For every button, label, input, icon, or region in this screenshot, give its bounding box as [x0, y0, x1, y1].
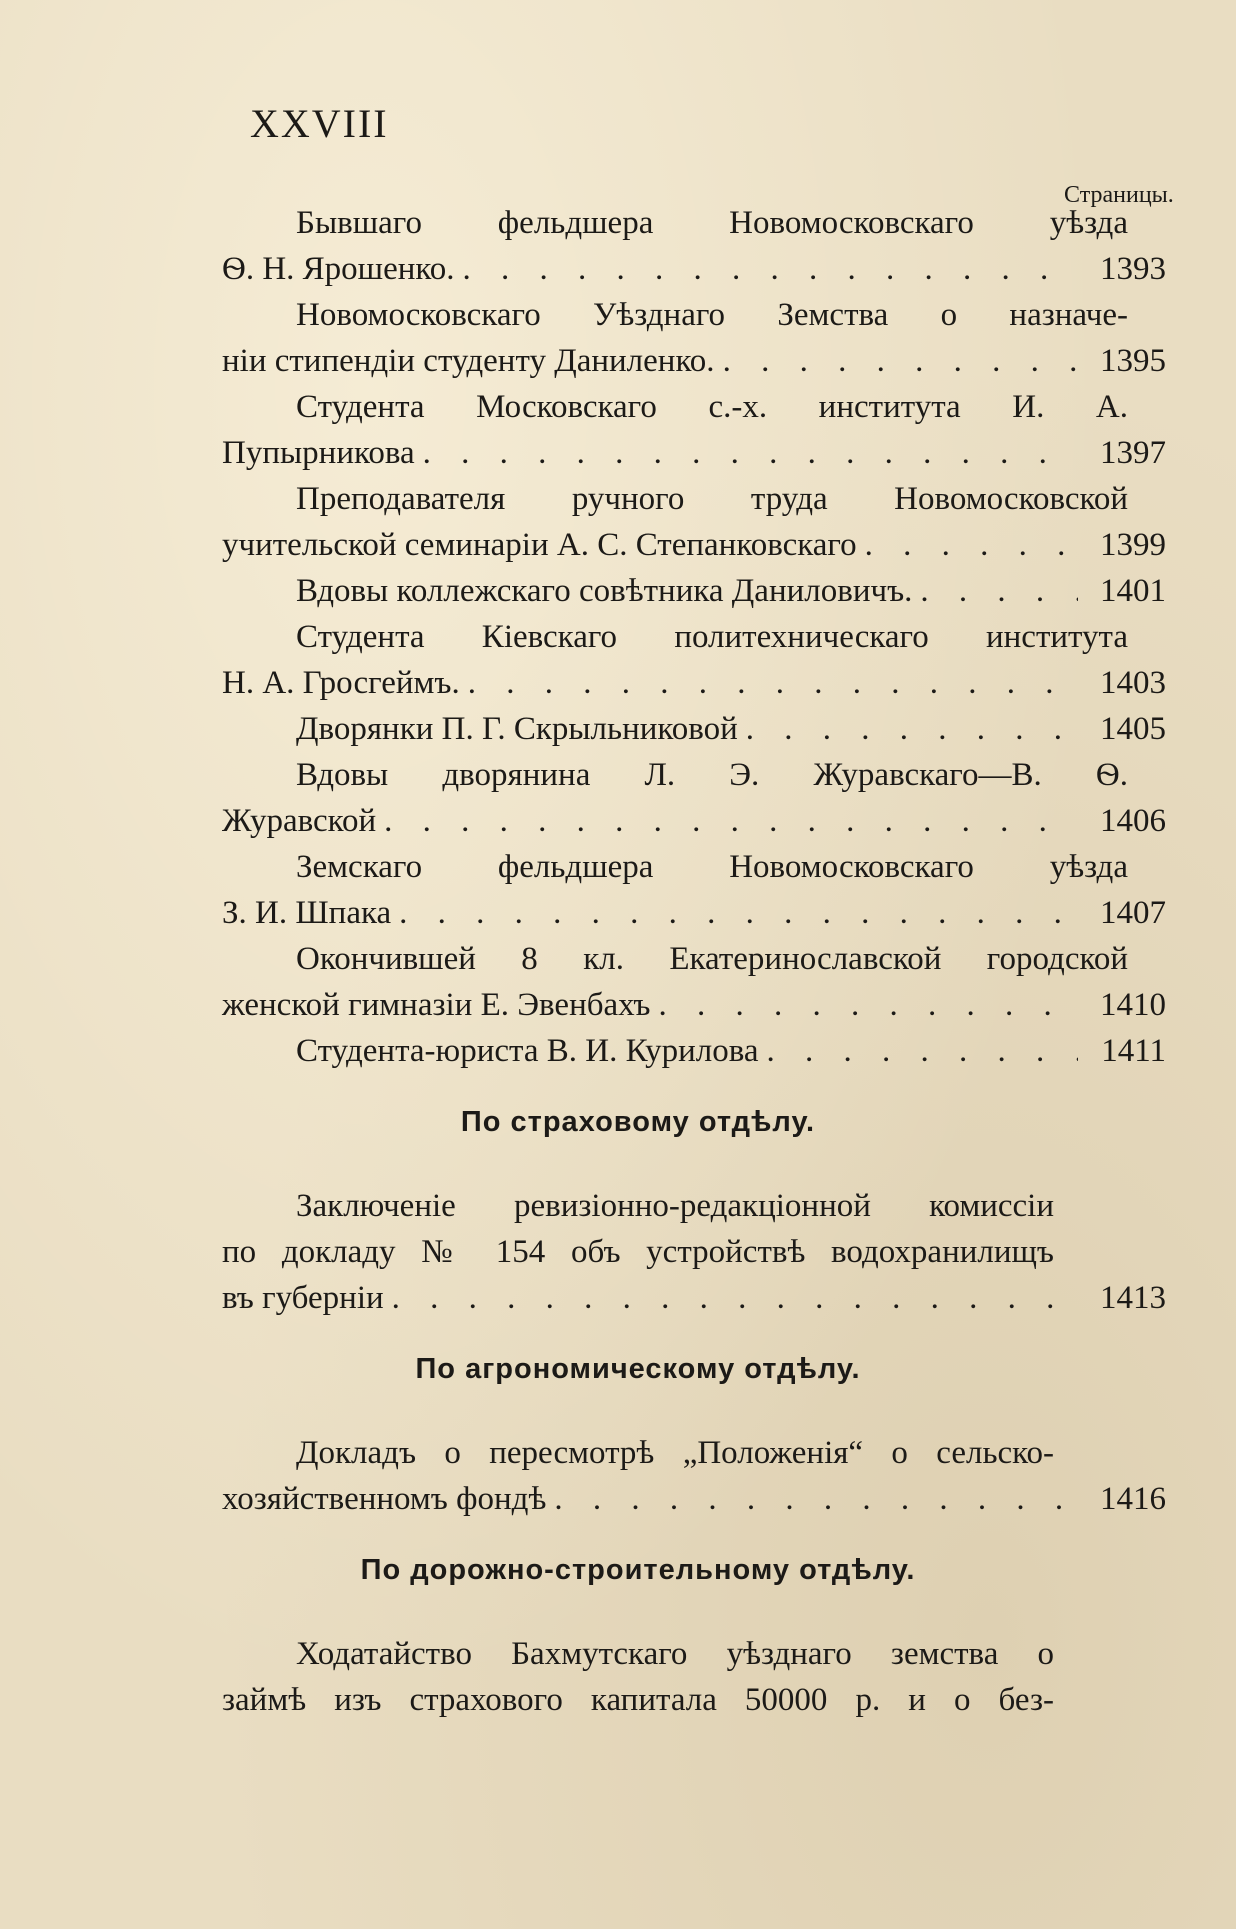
entry-line: Преподавателя ручного труда Новомосковской [296, 481, 1128, 517]
entry-line: хозяйственномъ фондѣ . . . 1416 [222, 1481, 1166, 1527]
entry-line: учительской семинарiи А. С. Степанковскаго . . . 1399 [222, 527, 1166, 573]
entry-line: нiи стипендiи студенту Даниленко. . . . 1395 [222, 343, 1166, 389]
page-ref: 1416 [1100, 1481, 1166, 1517]
entry-line: Бывшаго фельдшера Новомосковскаго уѣзда [296, 205, 1128, 241]
dot-leader [468, 665, 1078, 702]
entry-line: Вдовы коллежскаго совѣтника Даниловичъ. . . . 1401 [222, 573, 1166, 619]
dot-leader [423, 435, 1078, 472]
dot-leader [463, 251, 1079, 288]
page-ref: 1407 [1100, 895, 1166, 931]
dot-leader [865, 527, 1078, 564]
entry-line: Вдовы дворянина Л. Э. Журавскаго—В. Ѳ. [296, 757, 1128, 793]
section-heading: По агрономическому отдѣлу. [415, 1353, 861, 1385]
entry-line: въ губернiи . . . 1413 [222, 1280, 1166, 1326]
dot-leader [920, 573, 1078, 610]
entry-line: Ѳ. Н. Ярошенко. . . . 1393 [222, 251, 1166, 297]
entry-line: Н. А. Гросгеймъ. . . . 1403 [222, 665, 1166, 711]
page-ref: 1395 [1100, 343, 1166, 379]
entry-line: женской гимназiи Е. Эвенбахъ . . . 1410 [222, 987, 1166, 1033]
dot-leader [392, 1280, 1078, 1317]
entry-line: Дворянки П. Г. Скрыльниковой . . . 1405 [222, 711, 1166, 757]
dot-leader [746, 711, 1078, 748]
entry-line: Пупырникова . . . 1397 [222, 435, 1166, 481]
pages-column-heading: Страницы. [1064, 182, 1174, 208]
section-heading: По дорожно-строительному отдѣлу. [360, 1554, 916, 1586]
page-number: XXVIII [250, 101, 389, 146]
entry-line: Заключенiе ревизiонно-редакцiонной комиссiи [296, 1188, 1054, 1224]
page-ref: 1413 [1100, 1280, 1166, 1316]
dot-leader [384, 803, 1078, 840]
entry-line: Студента Московскаго с.-х. института И. А. [296, 389, 1128, 425]
entry-line: З. И. Шпака . . . 1407 [222, 895, 1166, 941]
entry-line: Докладъ о пересмотрѣ „Положенiя“ о сельско- [296, 1435, 1054, 1471]
page-ref: 1401 [1100, 573, 1166, 609]
entry-line: Студента-юриста В. И. Курилова . . . 1411 [222, 1033, 1166, 1079]
page-ref: 1397 [1100, 435, 1166, 471]
dot-leader [399, 895, 1078, 932]
dot-leader [767, 1033, 1078, 1070]
entry-line: Земскаго фельдшера Новомосковскаго уѣзда [296, 849, 1128, 885]
page-ref: 1403 [1100, 665, 1166, 701]
entry-line: займѣ изъ страхового капитала 50000 р. и о без- [222, 1682, 1054, 1718]
dot-leader [723, 343, 1078, 380]
toc-content [222, 205, 1166, 1728]
entry-line: Ходатайство Бахмутскаго уѣзднаго земства о [296, 1636, 1054, 1672]
dot-leader [554, 1481, 1078, 1518]
page-ref: 1410 [1100, 987, 1166, 1023]
entry-line: Новомосковскаго Уѣзднаго Земства о назначе- [296, 297, 1128, 333]
section-heading: По страховому отдѣлу. [460, 1106, 816, 1138]
entry-line: Окончившей 8 кл. Екатеринославской городской [296, 941, 1128, 977]
page-ref: 1411 [1101, 1033, 1166, 1069]
entry-line: по докладу № 154 объ устройствѣ водохранилищъ [222, 1234, 1054, 1270]
page-ref: 1406 [1100, 803, 1166, 839]
entry-line: Студента Кiевскаго политехническаго института [296, 619, 1128, 655]
page-ref: 1405 [1100, 711, 1166, 747]
page-ref: 1399 [1100, 527, 1166, 563]
dot-leader [658, 987, 1078, 1024]
entry-line: Журавской . . . 1406 [222, 803, 1166, 849]
page-ref: 1393 [1100, 251, 1166, 287]
